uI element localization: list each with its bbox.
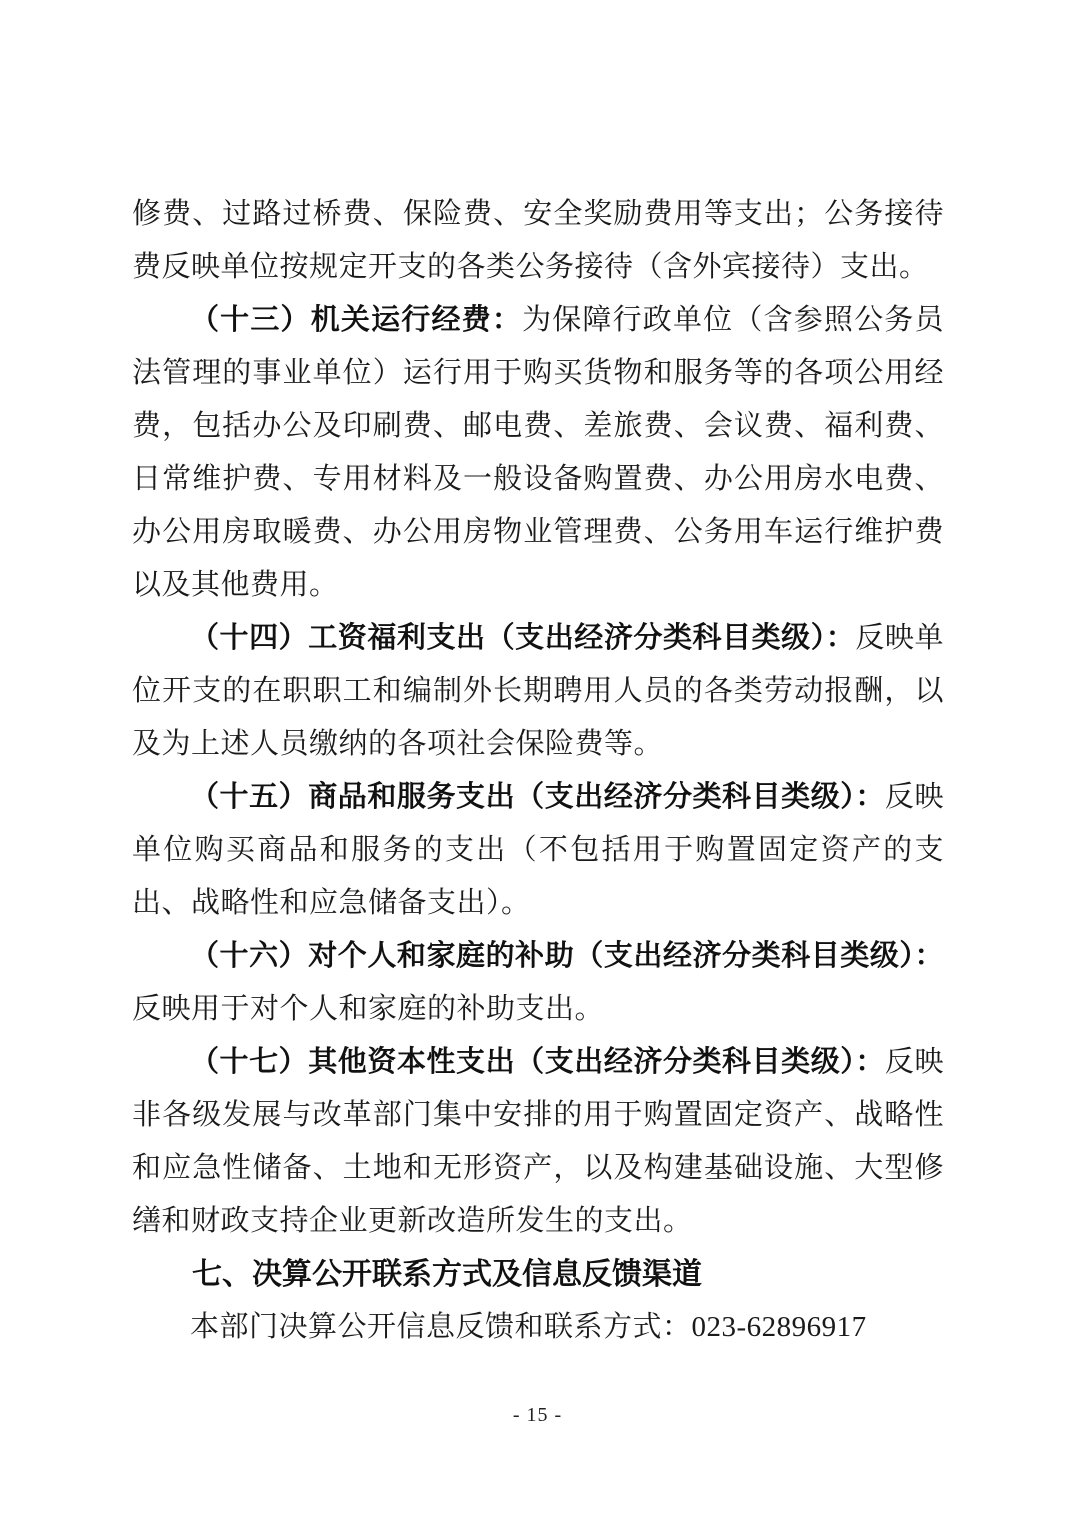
paragraph-item-16 <box>132 930 944 1036</box>
item-15-text: 反映单位购买商品和服务的支出（不包括用于购置固定资产的支出、战略性和应急储备支出）。 <box>132 781 944 919</box>
item-16-text: 反映用于对个人和家庭的补助支出。 <box>132 993 605 1025</box>
document-body <box>132 188 944 1354</box>
paragraph-continuation-text: 修费、过路过桥费、保险费、安全奖励费用等支出；公务接待费反映单位按规定开支的各类公务接待（含外宾接待）支出。 <box>132 198 944 283</box>
paragraph-item-15 <box>132 771 944 930</box>
item-14-heading: （十四）工资福利支出（支出经济分类科目类级）： <box>190 622 856 654</box>
paragraph-item-17 <box>132 1036 944 1248</box>
item-15-heading: （十五）商品和服务支出（支出经济分类科目类级）： <box>190 781 885 813</box>
item-17-heading: （十七）其他资本性支出（支出经济分类科目类级）： <box>190 1046 885 1078</box>
item-17-text: 反映非各级发展与改革部门集中安排的用于购置固定资产、战略性和应急性储备、土地和无形资产，以及构建基础设施、大型修缮和财政支持企业更新改造所发生的支出。 <box>132 1046 944 1237</box>
contact-info-line: 本部门决算公开信息反馈和联系方式：023-62896917 <box>190 1311 867 1343</box>
paragraph-item-13 <box>132 294 944 612</box>
paragraph-item-14 <box>132 612 944 771</box>
item-13-text: 为保障行政单位（含参照公务员法管理的事业单位）运行用于购买货物和服务等的各项公用经费，包括办公及印刷费、邮电费、差旅费、会议费、福利费、日常维护费、专用材料及一般设备购置费、办公用房水电费、办公用房取暖费、办公用房物业管理费、公务用车运行维护费以及其他费用。 <box>132 304 944 601</box>
section-heading-seven: 七、决算公开联系方式及信息反馈渠道 <box>192 1258 702 1291</box>
item-14-text: 反映单位开支的在职职工和编制外长期聘用人员的各类劳动报酬，以及为上述人员缴纳的各项社会保险费等。 <box>132 622 944 760</box>
page-number: - 15 - <box>512 1404 563 1426</box>
paragraph-continuation <box>132 188 944 294</box>
item-16-heading: （十六）对个人和家庭的补助（支出经济分类科目类级）： <box>190 940 944 972</box>
item-13-heading: （十三）机关运行经费： <box>190 304 523 336</box>
